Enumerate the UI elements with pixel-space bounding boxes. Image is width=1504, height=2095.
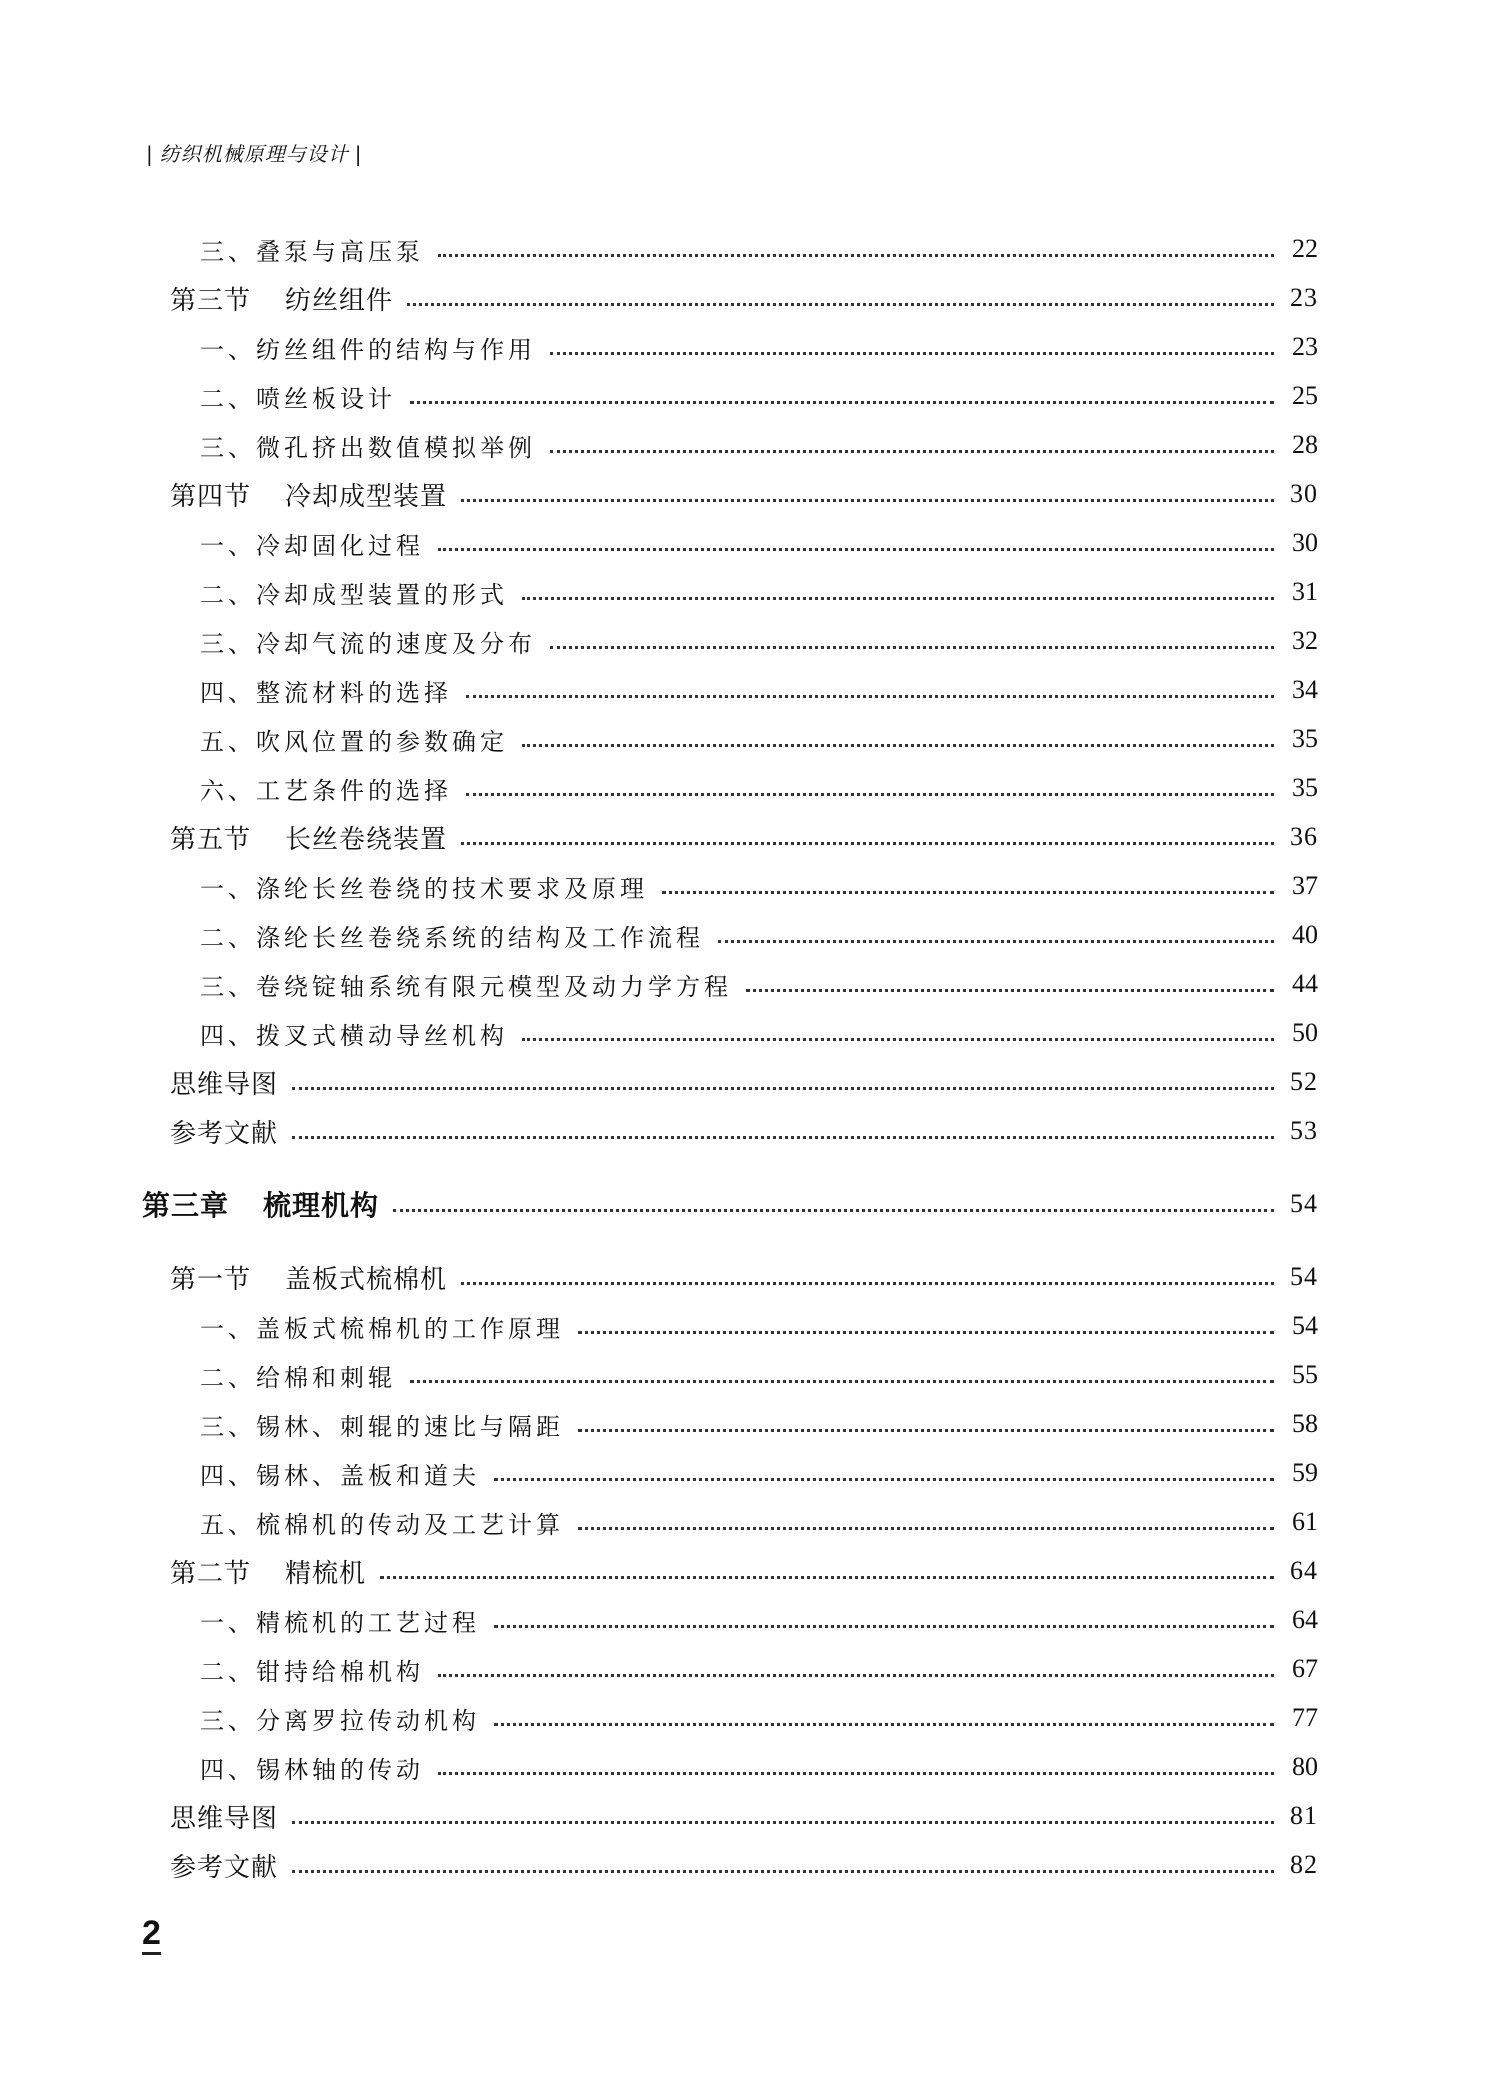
dot-leader [494, 1625, 1274, 1628]
toc-entry[interactable] [170, 817, 1318, 857]
toc-entry[interactable] [200, 1453, 1318, 1493]
toc-entry[interactable] [142, 1184, 1318, 1224]
toc-entry-label: 二、钳持给棉机构 [200, 1657, 424, 1686]
dot-leader [292, 1087, 1274, 1090]
toc-entry-label: 四、拨叉式横动导丝机构 [200, 1021, 508, 1050]
toc-entry-page: 54 [1292, 1311, 1318, 1340]
toc-entry-title: 梳理机构 [263, 1189, 380, 1222]
header-bar-right: | [354, 142, 363, 166]
toc-entry-page: 36 [1290, 822, 1318, 851]
toc-entry-label: 二、涤纶长丝卷绕系统的结构及工作流程 [200, 923, 704, 952]
dot-leader [718, 940, 1274, 943]
toc-entry-label: 三、叠泵与高压泵 [200, 237, 424, 266]
toc-entry[interactable] [200, 1600, 1318, 1640]
toc-entry-page: 53 [1290, 1116, 1318, 1145]
toc-entry-page: 61 [1292, 1507, 1318, 1536]
toc-entry[interactable] [170, 1111, 1318, 1151]
toc-entry-page: 80 [1292, 1752, 1318, 1781]
toc-entry[interactable] [200, 1747, 1318, 1787]
dot-leader [438, 1674, 1274, 1677]
toc-entry-page: 52 [1290, 1067, 1318, 1096]
toc-entry[interactable] [200, 376, 1318, 416]
page-number: 2 [142, 1916, 161, 1955]
dot-leader [522, 1038, 1274, 1041]
toc-entry-page: 54 [1290, 1189, 1318, 1218]
dot-leader [380, 1576, 1274, 1579]
toc-entry-page: 64 [1290, 1556, 1318, 1585]
toc-entry-page: 59 [1292, 1458, 1318, 1487]
toc-entry-label: 二、冷却成型装置的形式 [200, 580, 508, 609]
toc-entry[interactable] [200, 1013, 1318, 1053]
dot-leader [662, 891, 1274, 894]
toc-entry-page: 50 [1292, 1018, 1318, 1047]
toc-entry[interactable] [200, 1306, 1318, 1346]
book-title: 纺织机械原理与设计 [159, 142, 349, 166]
toc-entry-page: 22 [1292, 234, 1318, 263]
toc-entry-label: 五、梳棉机的传动及工艺计算 [200, 1510, 564, 1539]
toc-entry-page: 82 [1290, 1850, 1318, 1879]
toc-entry-page: 23 [1290, 283, 1318, 312]
toc-entry-page: 35 [1292, 724, 1318, 753]
toc-entry-label: 第三节 [170, 285, 252, 316]
toc-entry-label: 二、喷丝板设计 [200, 384, 396, 413]
dot-leader [461, 499, 1274, 502]
toc-entry[interactable] [170, 474, 1318, 514]
toc-entry[interactable] [200, 1502, 1318, 1542]
dot-leader [466, 793, 1274, 796]
toc-entry-label: 一、纺丝组件的结构与作用 [200, 335, 536, 364]
toc-entry-label: 三、分离罗拉传动机构 [200, 1706, 480, 1735]
toc-entry-title: 盖板式梳棉机 [285, 1264, 448, 1295]
toc-entry-label: 思维导图 [170, 1069, 279, 1100]
toc-entry[interactable] [200, 523, 1318, 563]
toc-entry-page: 67 [1292, 1654, 1318, 1683]
toc-entry[interactable] [200, 425, 1318, 465]
toc-entry[interactable] [200, 621, 1318, 661]
toc-entry[interactable] [200, 719, 1318, 759]
toc-entry-label: 第二节 [170, 1558, 252, 1589]
toc-entry[interactable] [200, 1355, 1318, 1395]
toc-entry-page: 28 [1292, 430, 1318, 459]
toc-entry-label: 第四节 [170, 481, 252, 512]
dot-leader [578, 1527, 1274, 1530]
toc-entry[interactable] [170, 1551, 1318, 1591]
toc-entry-page: 31 [1292, 577, 1318, 606]
toc-entry[interactable] [200, 1649, 1318, 1689]
toc-entry[interactable] [170, 1062, 1318, 1102]
toc-entry-label: 第一节 [170, 1264, 252, 1295]
dot-leader [522, 744, 1274, 747]
toc-entry[interactable] [200, 1404, 1318, 1444]
toc-entry-label: 五、吹风位置的参数确定 [200, 727, 508, 756]
dot-leader [438, 548, 1274, 551]
toc-entry-label: 参考文献 [170, 1118, 279, 1149]
toc-entry[interactable] [200, 964, 1318, 1004]
toc-entry-page: 64 [1292, 1605, 1318, 1634]
dot-leader [578, 1429, 1274, 1432]
toc-entry-title: 冷却成型装置 [285, 481, 448, 512]
header-bar-left: | [146, 142, 154, 166]
toc-entry-label: 四、整流材料的选择 [200, 678, 452, 707]
toc-entry-page: 32 [1292, 626, 1318, 655]
dot-leader [494, 1478, 1274, 1481]
toc-entry-page: 37 [1292, 871, 1318, 900]
dot-leader [407, 303, 1274, 306]
toc-entry[interactable] [170, 278, 1318, 318]
toc-entry-page: 34 [1292, 675, 1318, 704]
toc-entry[interactable] [200, 915, 1318, 955]
toc-entry-label: 参考文献 [170, 1852, 279, 1883]
toc-entry-page: 30 [1290, 479, 1318, 508]
toc-entry-label: 四、锡林轴的传动 [200, 1755, 424, 1784]
toc-entry-label: 一、盖板式梳棉机的工作原理 [200, 1314, 564, 1343]
toc-entry-label: 第三章 [142, 1189, 230, 1222]
dot-leader [461, 842, 1274, 845]
toc-entry-title: 纺丝组件 [285, 285, 394, 316]
toc-entry-label: 六、工艺条件的选择 [200, 776, 452, 805]
toc-entry[interactable] [170, 1845, 1318, 1885]
toc-entry-label: 思维导图 [170, 1803, 279, 1834]
dot-leader [522, 597, 1274, 600]
toc-entry-label: 三、卷绕锭轴系统有限元模型及动力学方程 [200, 972, 732, 1001]
toc-entry-title: 精梳机 [285, 1558, 367, 1589]
dot-leader [550, 352, 1274, 355]
toc-entry-page: 44 [1292, 969, 1318, 998]
dot-leader [410, 401, 1274, 404]
dot-leader [578, 1331, 1274, 1334]
dot-leader [292, 1870, 1274, 1873]
toc-entry-page: 81 [1290, 1801, 1318, 1830]
dot-leader [746, 989, 1274, 992]
toc-entry-page: 35 [1292, 773, 1318, 802]
toc-entry-label: 一、精梳机的工艺过程 [200, 1608, 480, 1637]
toc-entry-label: 三、微孔挤出数值模拟举例 [200, 433, 536, 462]
toc-entry-page: 55 [1292, 1360, 1318, 1389]
toc-entry[interactable] [200, 768, 1318, 808]
dot-leader [292, 1136, 1274, 1139]
dot-leader [438, 1772, 1274, 1775]
dot-leader [461, 1282, 1274, 1285]
toc-entry[interactable] [200, 866, 1318, 906]
toc-entry-page: 23 [1292, 332, 1318, 361]
toc-entry-label: 第五节 [170, 824, 252, 855]
dot-leader [393, 1209, 1274, 1212]
dot-leader [550, 450, 1274, 453]
toc-entry[interactable] [170, 1257, 1318, 1297]
toc-entry[interactable] [200, 229, 1318, 269]
toc-entry-page: 40 [1292, 920, 1318, 949]
toc-entry-label: 二、给棉和刺辊 [200, 1363, 396, 1392]
toc-entry[interactable] [200, 327, 1318, 367]
toc-entry-label: 四、锡林、盖板和道夫 [200, 1461, 480, 1490]
toc-entry-title: 长丝卷绕装置 [285, 824, 448, 855]
toc-entry-label: 一、涤纶长丝卷绕的技术要求及原理 [200, 874, 648, 903]
toc-entry-page: 77 [1292, 1703, 1318, 1732]
dot-leader [438, 254, 1274, 257]
dot-leader [292, 1821, 1274, 1824]
toc-entry[interactable] [200, 1698, 1318, 1738]
toc-entry-page: 30 [1292, 528, 1318, 557]
toc-entry-page: 25 [1292, 381, 1318, 410]
toc-entry[interactable] [200, 670, 1318, 710]
toc-entry-page: 58 [1292, 1409, 1318, 1438]
dot-leader [494, 1723, 1274, 1726]
toc-entry[interactable] [170, 1796, 1318, 1836]
toc-entry[interactable] [200, 572, 1318, 612]
toc-entry-label: 三、冷却气流的速度及分布 [200, 629, 536, 658]
toc-entry-page: 54 [1290, 1262, 1318, 1291]
toc-entry-label: 三、锡林、刺辊的速比与隔距 [200, 1412, 564, 1441]
dot-leader [466, 695, 1274, 698]
dot-leader [410, 1380, 1274, 1383]
dot-leader [550, 646, 1274, 649]
toc-entry-label: 一、冷却固化过程 [200, 531, 424, 560]
